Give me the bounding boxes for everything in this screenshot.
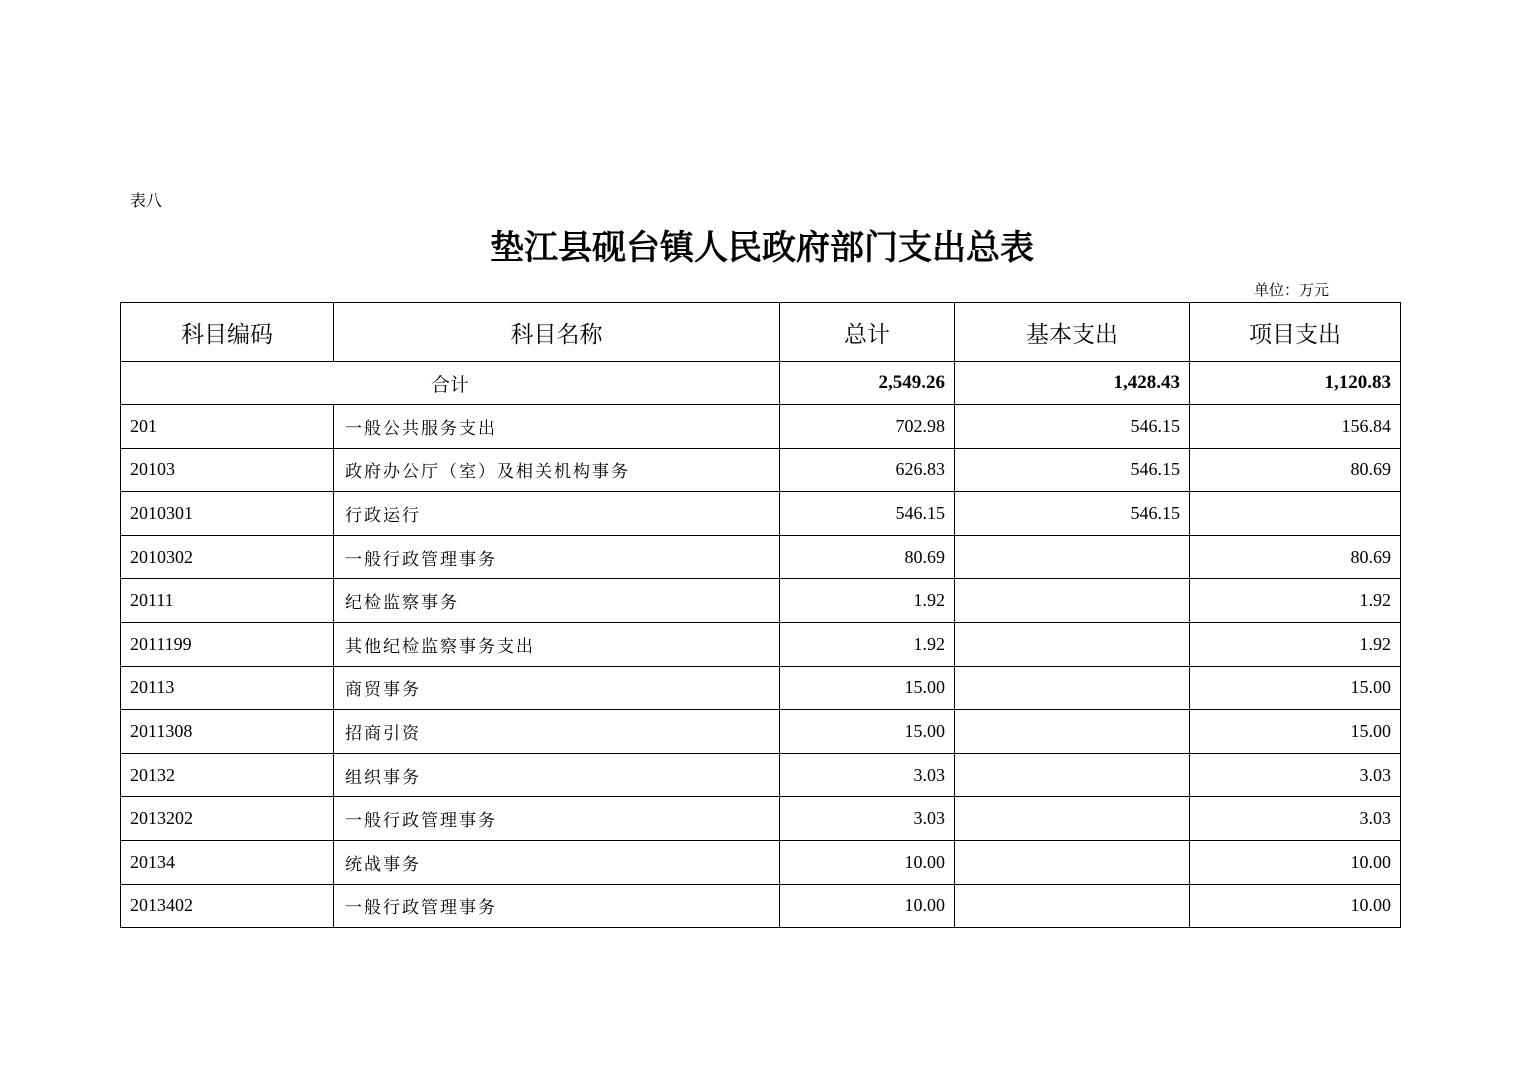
row-total: 15.00 (780, 666, 955, 710)
row-code: 2010302 (121, 535, 334, 579)
row-basic (955, 840, 1190, 884)
row-name: 纪检监察事务 (334, 579, 780, 623)
row-basic: 546.15 (955, 448, 1190, 492)
table-row (121, 884, 1401, 928)
row-code: 2013402 (121, 884, 334, 928)
header-project: 项目支出 (1190, 303, 1401, 362)
row-code: 20103 (121, 448, 334, 492)
row-basic (955, 710, 1190, 754)
row-name: 组织事务 (334, 753, 780, 797)
row-project (1190, 492, 1401, 536)
row-total: 80.69 (780, 535, 955, 579)
row-project: 80.69 (1190, 535, 1401, 579)
row-basic (955, 753, 1190, 797)
table-row (121, 448, 1401, 492)
document-title: 垫江县砚台镇人民政府部门支出总表 (490, 228, 1034, 268)
total-project: 1,120.83 (1190, 362, 1401, 405)
row-project: 3.03 (1190, 753, 1401, 797)
table-row (121, 753, 1401, 797)
row-code: 20132 (121, 753, 334, 797)
header-basic: 基本支出 (955, 303, 1190, 362)
row-project: 15.00 (1190, 666, 1401, 710)
unit-label: 单位：万元 (1254, 281, 1330, 299)
row-basic (955, 884, 1190, 928)
header-code: 科目编码 (121, 303, 334, 362)
row-project: 1.92 (1190, 579, 1401, 623)
expense-table (120, 302, 1401, 928)
table-row (121, 579, 1401, 623)
total-basic: 1,428.43 (955, 362, 1190, 405)
row-total: 15.00 (780, 710, 955, 754)
row-name: 政府办公厅（室）及相关机构事务 (334, 448, 780, 492)
row-basic: 546.15 (955, 492, 1190, 536)
header-row (121, 303, 1401, 362)
row-basic (955, 579, 1190, 623)
total-sum: 2,549.26 (780, 362, 955, 405)
row-total: 702.98 (780, 405, 955, 449)
row-name: 统战事务 (334, 840, 780, 884)
table-row (121, 710, 1401, 754)
row-name: 一般行政管理事务 (334, 535, 780, 579)
table-row (121, 492, 1401, 536)
row-name: 行政运行 (334, 492, 780, 536)
total-label: 合计 (121, 362, 780, 405)
row-code: 201 (121, 405, 334, 449)
row-code: 2011199 (121, 622, 334, 666)
row-total: 3.03 (780, 753, 955, 797)
row-name: 一般公共服务支出 (334, 405, 780, 449)
row-project: 15.00 (1190, 710, 1401, 754)
row-code: 20111 (121, 579, 334, 623)
row-basic (955, 622, 1190, 666)
row-name: 一般行政管理事务 (334, 884, 780, 928)
row-total: 546.15 (780, 492, 955, 536)
row-basic: 546.15 (955, 405, 1190, 449)
row-code: 20134 (121, 840, 334, 884)
table-row (121, 622, 1401, 666)
table-row (121, 666, 1401, 710)
row-total: 10.00 (780, 840, 955, 884)
row-project: 10.00 (1190, 884, 1401, 928)
row-total: 3.03 (780, 797, 955, 841)
row-code: 2010301 (121, 492, 334, 536)
row-name: 一般行政管理事务 (334, 797, 780, 841)
row-basic (955, 797, 1190, 841)
row-total: 1.92 (780, 579, 955, 623)
row-project: 10.00 (1190, 840, 1401, 884)
row-code: 2013202 (121, 797, 334, 841)
row-name: 招商引资 (334, 710, 780, 754)
header-total: 总计 (780, 303, 955, 362)
row-project: 3.03 (1190, 797, 1401, 841)
row-code: 20113 (121, 666, 334, 710)
table-row (121, 840, 1401, 884)
row-project: 1.92 (1190, 622, 1401, 666)
row-name: 其他纪检监察事务支出 (334, 622, 780, 666)
row-project: 80.69 (1190, 448, 1401, 492)
row-total: 10.00 (780, 884, 955, 928)
table-number-label: 表八 (130, 191, 163, 210)
row-project: 156.84 (1190, 405, 1401, 449)
row-code: 2011308 (121, 710, 334, 754)
table-row (121, 535, 1401, 579)
row-basic (955, 535, 1190, 579)
row-total: 1.92 (780, 622, 955, 666)
row-basic (955, 666, 1190, 710)
row-total: 626.83 (780, 448, 955, 492)
row-name: 商贸事务 (334, 666, 780, 710)
total-row (121, 362, 1401, 405)
table-row (121, 405, 1401, 449)
table-row (121, 797, 1401, 841)
header-name: 科目名称 (334, 303, 780, 362)
